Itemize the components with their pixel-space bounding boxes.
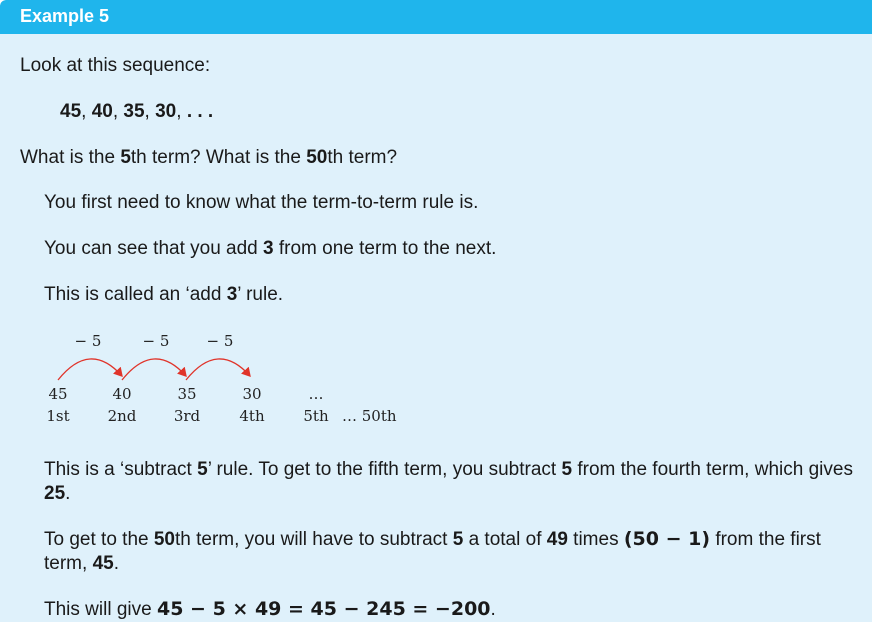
para1-part: from the fourth term, which gives — [572, 459, 853, 480]
para1-part: ’ rule. To get to the fifth term, you subtract — [207, 459, 562, 480]
diagram-position-2: 2nd — [107, 407, 137, 425]
step3-number: 3 — [226, 284, 238, 305]
arrow-1-to-2 — [58, 359, 122, 380]
para2-number: 49 — [546, 529, 568, 550]
step3-text — [44, 283, 283, 307]
question-number: 5 — [120, 147, 131, 168]
para3-part: . — [490, 599, 496, 620]
step3-part: This is called an ‘add — [44, 284, 227, 305]
question-number: 50 — [306, 147, 328, 168]
example-header — [0, 0, 872, 34]
para2-number: 50 — [153, 529, 175, 550]
seq-term-1: 45 — [60, 101, 82, 122]
question-part: th term? — [327, 147, 398, 168]
arrow-3-to-4 — [186, 359, 250, 380]
step2-part: from one term to the next. — [273, 238, 497, 259]
para2-part: To get to the — [44, 529, 154, 550]
question-part: What is the — [20, 147, 121, 168]
para1-number: 25 — [44, 483, 66, 504]
seq-term-4: 30 — [155, 101, 177, 122]
question-part: th term? What is the — [130, 147, 307, 168]
step1-text: You first need to know what the term-to-term rule is. — [44, 192, 479, 213]
diagram-term-5: … — [308, 385, 324, 403]
diagram-position-5: 5th — [303, 407, 329, 425]
diagram-term-1: 45 — [48, 385, 68, 403]
para2-part: . — [113, 553, 119, 574]
para2-part: from the first term, — [44, 529, 821, 574]
para2-part: th term, you will have to subtract — [175, 529, 453, 550]
para3-part: This will give — [44, 599, 157, 620]
para3-text — [44, 597, 496, 622]
para2-text — [44, 527, 859, 576]
final-expression: 45 − 5 × 49 = 45 − 245 = −200 — [156, 598, 491, 620]
para1-number: 5 — [561, 459, 573, 480]
para2-part: times — [567, 529, 624, 550]
para1-part: . — [65, 483, 71, 504]
para1-number: 5 — [197, 459, 208, 480]
seq-term-2: 40 — [91, 101, 113, 122]
step2-number: 3 — [263, 238, 274, 259]
step2-part: You can see that you add — [44, 238, 264, 259]
diagram-term-3: 35 — [177, 385, 197, 403]
arrow-2-to-3 — [122, 359, 186, 380]
step3-part: ’ rule. — [237, 284, 284, 305]
diagram-position-50: … 50th — [342, 407, 397, 425]
example-title: Example 5 — [20, 6, 110, 26]
sequence-diagram — [30, 322, 450, 442]
para2-number: 45 — [92, 553, 114, 574]
diagram-position-4: 4th — [239, 407, 265, 425]
sequence-line: 45, 40, 35, 30, . . . — [60, 101, 214, 122]
para2-part: a total of — [463, 529, 547, 550]
intro-text: Look at this sequence: — [20, 55, 211, 76]
arrow-label-1: − 5 — [74, 332, 102, 350]
para1-part: This is a ‘subtract — [44, 459, 198, 480]
question-text — [20, 146, 397, 170]
arrow-label-2: − 5 — [142, 332, 170, 350]
arrow-label-3: − 5 — [206, 332, 234, 350]
para2-number: 5 — [452, 529, 464, 550]
diagram-position-3: 3rd — [173, 407, 201, 425]
diagram-position-1: 1st — [46, 407, 70, 425]
diagram-term-2: 40 — [112, 385, 132, 403]
para1-text — [44, 458, 859, 506]
diagram-term-4: 30 — [242, 385, 262, 403]
para2-expression: (50 − 1) — [623, 528, 711, 550]
step2-text — [44, 237, 496, 261]
seq-term-3: 35 — [123, 101, 145, 122]
seq-dots: . . . — [186, 101, 214, 122]
